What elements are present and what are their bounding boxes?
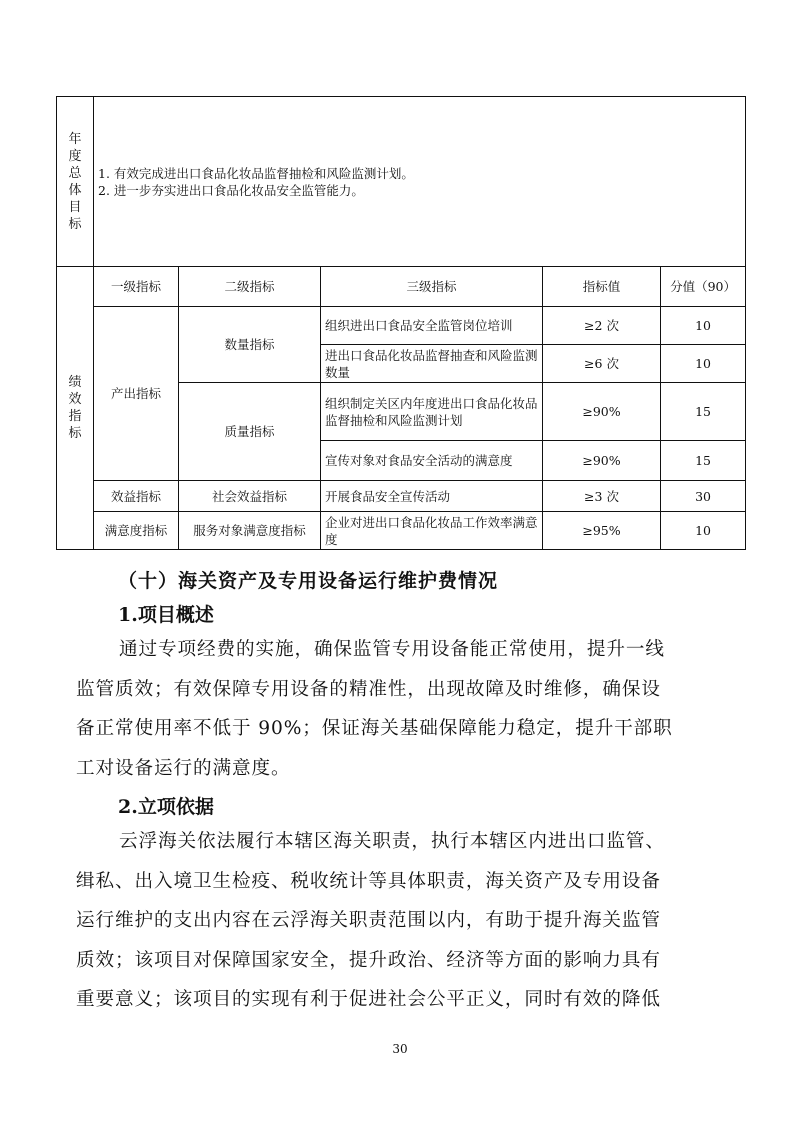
group-social: 社会效益指标 [179,481,321,512]
table-row [57,481,746,512]
section-title: （十）海关资产及专用设备运行维护费情况 [118,570,499,592]
annual-goal-item: 1. 有效完成进出口食品化妆品监督抽检和风险监测计划。 [98,165,414,181]
indicator-name: 企业对进出口食品化妆品工作效率满意度 [321,512,543,550]
indicator-value: ≥90% [543,383,661,441]
text-line: 监管质效；有效保障专用设备的精准性，出现故障及时维修，确保设 [76,678,661,700]
indicator-score: 30 [661,481,746,512]
group-quality: 质量指标 [179,383,321,481]
annual-goal-row [57,97,746,267]
indicator-score: 15 [661,441,746,481]
group-satisfaction: 满意度指标 [94,512,179,550]
group-service: 服务对象满意度指标 [179,512,321,550]
header-level3: 三级指标 [321,267,543,307]
text-line: 通过专项经费的实施，确保监管专用设备能正常使用，提升一线 [119,639,665,660]
table-header-row [57,267,746,307]
group-output: 产出指标 [94,307,179,481]
header-level1: 一级指标 [94,267,179,307]
subheading-overview: 1.项目概述 [118,604,214,626]
annual-goal-label: 年 度 总 体 目 标 [57,97,94,267]
indicator-name: 组织制定关区内年度进出口食品化妆品监督抽检和风险监测计划 [321,383,543,441]
group-quantity: 数量指标 [179,307,321,383]
indicator-score: 15 [661,383,746,441]
indicator-value: ≥2 次 [543,307,661,345]
text-line: 工对设备运行的满意度。 [76,757,291,779]
table-row [57,307,746,345]
indicator-value: ≥95% [543,512,661,550]
text-line: 缉私、出入境卫生检疫、税收统计等具体职责，海关资产及专用设备 [76,870,661,892]
subheading-basis: 2.立项依据 [118,796,214,818]
indicator-score: 10 [661,307,746,345]
indicator-value: ≥90% [543,441,661,481]
indicator-score: 10 [661,345,746,383]
header-level2: 二级指标 [179,267,321,307]
text-line: 运行维护的支出内容在云浮海关职责范围以内，有助于提升海关监管 [76,910,661,931]
text-line: 备正常使用率不低于 90%；保证海关基础保障能力稳定，提升干部职 [76,718,673,739]
indicator-value: ≥6 次 [543,345,661,383]
indicator-score: 10 [661,512,746,550]
paragraph-basis [76,822,728,1020]
table-row [57,512,746,550]
paragraph-overview [76,630,728,788]
header-value: 指标值 [543,267,661,307]
header-score: 分值（90） [661,267,746,307]
group-benefit: 效益指标 [94,481,179,512]
indicator-name: 进出口食品化妆品监督抽查和风险监测数量 [321,345,543,383]
page-number: 30 [392,1042,408,1056]
text-line: 质效；该项目对保障国家安全，提升政治、经济等方面的影响力具有 [76,949,661,971]
annual-goal-text [94,97,746,267]
text-line: 云浮海关依法履行本辖区海关职责，执行本辖区内进出口监管、 [119,831,665,852]
annual-goal-item: 2. 进一步夯实进出口食品化妆品安全监管能力。 [98,182,364,198]
indicator-name: 宣传对象对食品安全活动的满意度 [321,441,543,481]
text-line: 重要意义；该项目的实现有利于促进社会公平正义，同时有效的降低 [76,989,661,1010]
indicator-name: 组织进出口食品安全监管岗位培训 [321,307,543,345]
indicator-value: ≥3 次 [543,481,661,512]
indicator-name: 开展食品安全宣传活动 [321,481,543,512]
perf-label: 绩 效 指 标 [57,267,94,550]
performance-table [56,96,746,550]
